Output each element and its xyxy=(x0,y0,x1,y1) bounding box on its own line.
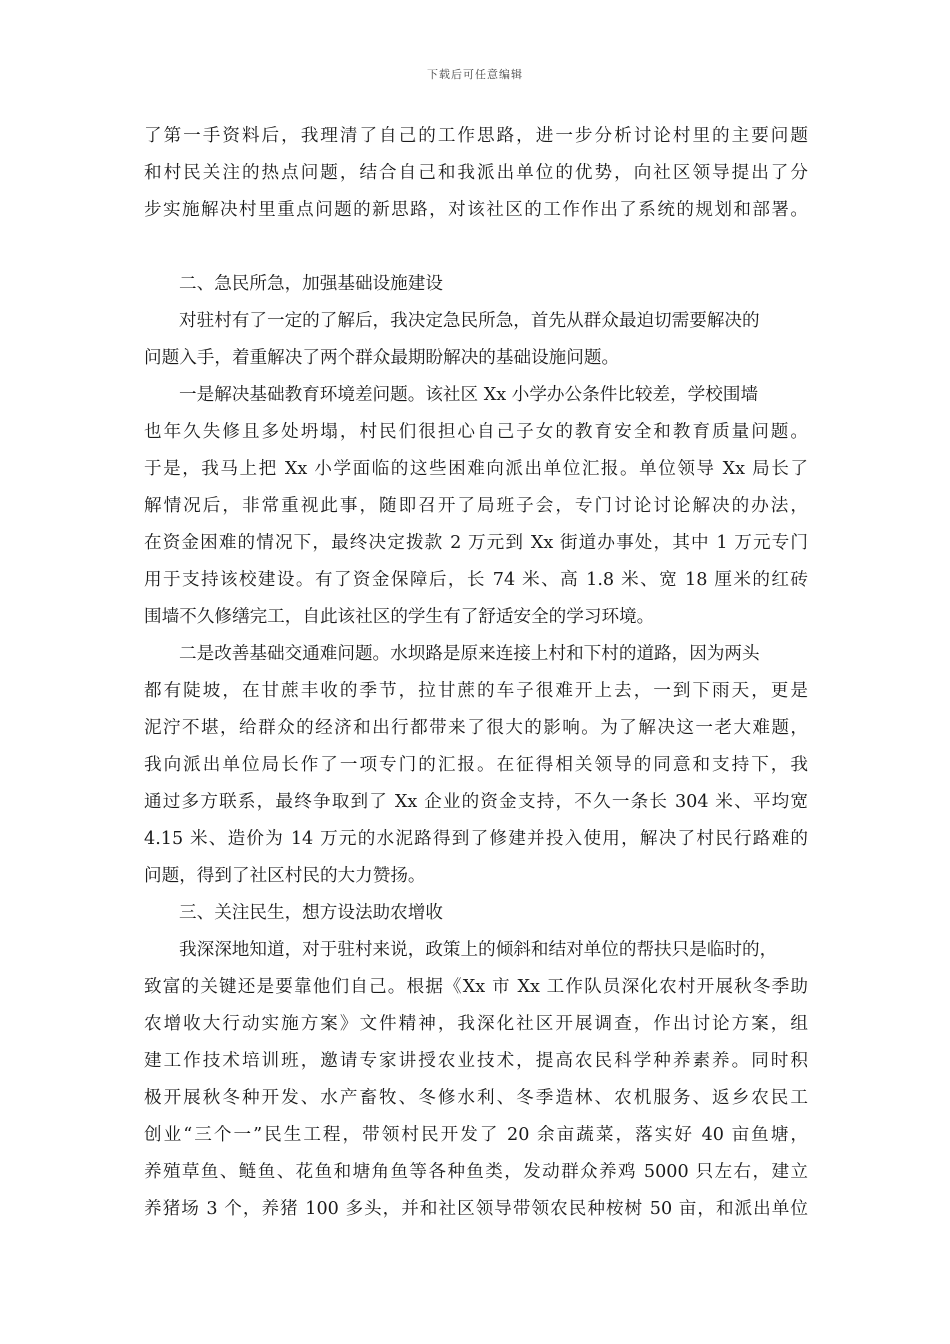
section-heading: 三、关注民生，想方设法助农增收 xyxy=(179,903,443,923)
page-header-note: 下载后可任意编辑 xyxy=(427,68,523,81)
text-line: 泥泞不堪，给群众的经济和出行都带来了很大的影响。为了解决这一老大难题， xyxy=(144,718,808,738)
text-line: 步实施解决村里重点问题的新思路，对该社区的工作作出了系统的规划和部署。 xyxy=(144,200,808,220)
text-line: 创业“三个一”民生工程，带领村民开发了 20 余亩蔬菜，落实好 40 亩鱼塘， xyxy=(144,1125,808,1145)
text-line: 养殖草鱼、鲢鱼、花鱼和塘角鱼等各种鱼类，发动群众养鸡 5000 只左右，建立 xyxy=(144,1162,808,1182)
text-line: 围墙不久修缮完工，自此该社区的学生有了舒适安全的学习环境。 xyxy=(144,607,655,627)
text-line: 都有陡坡，在甘蔗丰收的季节，拉甘蔗的车子很难开上去，一到下雨天，更是 xyxy=(144,681,808,701)
text-line: 我向派出单位局长作了一项专门的汇报。在征得相关领导的同意和支持下，我 xyxy=(144,755,808,775)
text-line: 于是，我马上把 Xx 小学面临的这些困难向派出单位汇报。单位领导 Xx 局长了 xyxy=(144,459,808,479)
text-line: 4.15 米、造价为 14 万元的水泥路得到了修建并投入使用，解决了村民行路难的 xyxy=(144,829,808,849)
text-line: 建工作技术培训班，邀请专家讲授农业技术，提高农民科学种养素养。同时积 xyxy=(144,1051,808,1071)
text-line: 也年久失修且多处坍塌，村民们很担心自己子女的教育安全和教育质量问题。 xyxy=(144,422,808,442)
text-line: 和村民关注的热点问题，结合自己和我派出单位的优势，向社区领导提出了分 xyxy=(144,163,808,183)
text-line: 在资金困难的情况下，最终决定拨款 2 万元到 Xx 街道办事处，其中 1 万元专门 xyxy=(144,533,808,553)
paragraph-spacer xyxy=(144,229,808,266)
text-line: 解情况后，非常重视此事，随即召开了局班子会，专门讨论讨论解决的办法， xyxy=(144,496,808,516)
text-line: 我深深地知道，对于驻村来说，政策上的倾斜和结对单位的帮扶只是临时的， xyxy=(179,940,778,960)
text-line: 极开展秋冬种开发、水产畜牧、冬修水利、冬季造林、农机服务、返乡农民工 xyxy=(144,1088,808,1108)
text-line: 养猪场 3 个，养猪 100 多头，并和社区领导带领农民种桉树 50 亩，和派出单位 xyxy=(144,1199,808,1219)
document-body xyxy=(144,118,808,1228)
text-line: 对驻村有了一定的了解后，我决定急民所急，首先从群众最迫切需要解决的 xyxy=(179,311,760,331)
text-line: 致富的关键还是要靠他们自己。根据《Xx 市 Xx 工作队员深化农村开展秋冬季助 xyxy=(144,977,808,997)
text-line: 了第一手资料后，我理清了自己的工作思路，进一步分析讨论村里的主要问题 xyxy=(144,126,808,146)
text-line: 问题入手，着重解决了两个群众最期盼解决的基础设施问题。 xyxy=(144,348,620,368)
text-line: 二是改善基础交通难问题。水坝路是原来连接上村和下村的道路，因为两头 xyxy=(179,644,760,664)
text-line: 用于支持该校建设。有了资金保障后，长 74 米、高 1.8 米、宽 18 厘米的红砖 xyxy=(144,570,808,590)
text-line: 农增收大行动实施方案》文件精神，我深化社区开展调查，作出讨论方案，组 xyxy=(144,1014,808,1034)
text-line: 一是解决基础教育环境差问题。该社区 Xx 小学办公条件比较差，学校围墙 xyxy=(179,385,759,405)
text-line: 通过多方联系，最终争取到了 Xx 企业的资金支持，不久一条长 304 米、平均宽 xyxy=(144,792,808,812)
section-heading: 二、急民所急，加强基础设施建设 xyxy=(179,274,443,294)
text-line: 问题，得到了社区村民的大力赞扬。 xyxy=(144,866,426,886)
